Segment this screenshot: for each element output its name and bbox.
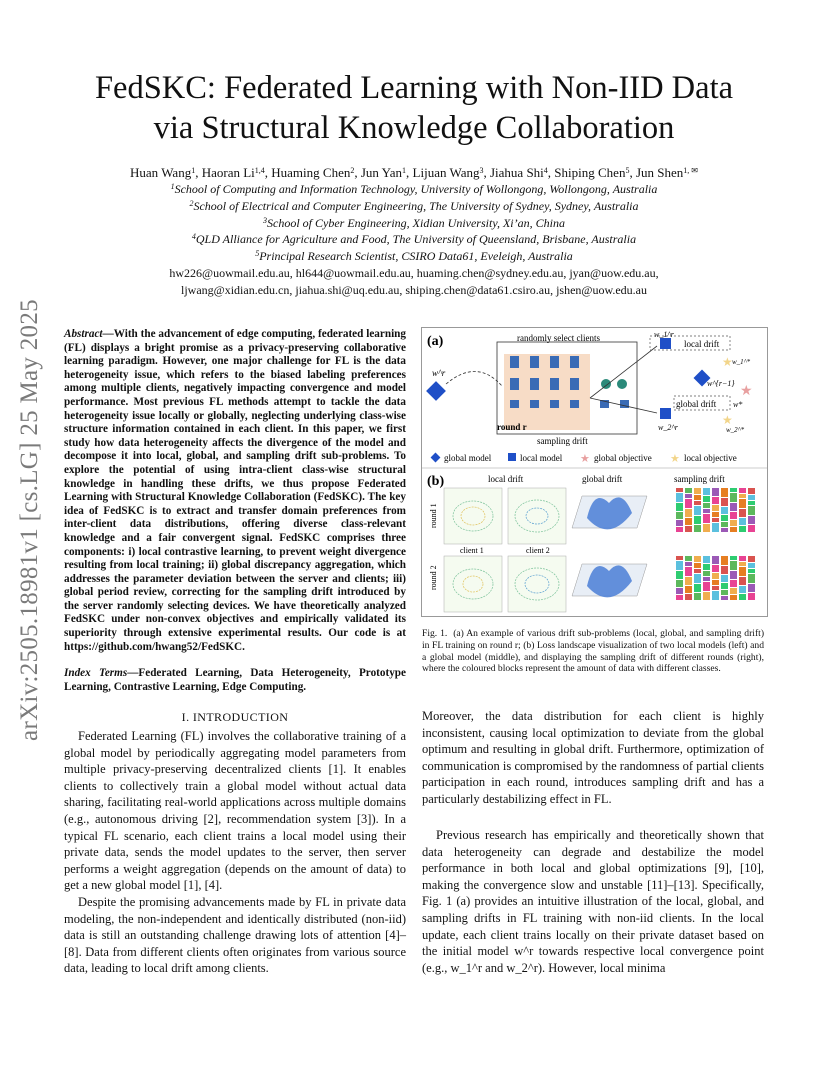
affiliation-mark: 5: [255, 249, 260, 259]
device-icon: [510, 378, 519, 390]
index-terms: [64, 667, 406, 694]
data-block: [721, 590, 728, 595]
data-block: [703, 524, 710, 532]
data-block: [721, 575, 728, 582]
randomly-select-label: randomly select clients: [517, 333, 600, 343]
data-block: [730, 503, 737, 511]
data-block: [676, 595, 683, 600]
data-block: [712, 580, 719, 585]
legend-global-model: global model: [444, 453, 492, 463]
legend-global-objective: global objective: [594, 453, 652, 463]
data-block: [694, 488, 701, 494]
data-block: [676, 512, 683, 519]
data-block: [676, 556, 683, 560]
local-objective-star-2: ★: [722, 413, 733, 427]
loss-landscapes: [572, 496, 647, 597]
legend-global-model-icon: [431, 453, 441, 463]
w-r-minus-1-label: w^{r−1}: [707, 379, 735, 388]
data-block: [739, 488, 746, 493]
data-block: [721, 515, 728, 521]
local-model-square-1: [660, 338, 671, 349]
data-block: [685, 526, 692, 532]
abstract-text: —With the advancement of edge computing, federated learning (FL) displays a bright promise as a privacy-preserving collaborative learning paradigm. However, one major challenge for FL is the data heterogeneity issue, which refers to the biased labeling preferences among multiple clients, negatively impacting convergence and model performance. Most previous FL methods attempt to tackle the data heterogeneity issue locally or globally, neglecting underlying class-wise structure information contained in each client. In this paper, we first study how data heterogeneity affects the divergence of the model and decompose it into local, global, and sampling drift sub-problems. To explore the potential of using intra-client class-wise structural knowledge in handling these drifts, we thus propose Federated Learning with Structural Knowledge Collaboration (FedSKC). The key idea of FedSKC is to extract and transfer domain preferences from inter-client data distributions, offering diverse class-relevant knowledge and a fair convergent signal. FedSKC comprises three components: i) local contrastive learning, to prevent weight divergence resulting from local training; ii) global discrepancy aggregation, which addresses the parameter deviation between the server and clients; iii) global period review, correcting for the sampling drift introduced by the server randomly selecting devices. We have theoretically analyzed FedSKC under non-convex objectives and empirically validated its superiority through extensive experimental results. Our code is at https://github.com/hwang52/FedSKC.: [64, 328, 406, 653]
device-icon: [550, 356, 559, 368]
global-objective-star: ★: [740, 384, 753, 399]
device-icon: [530, 378, 539, 390]
device-icon: [617, 379, 627, 389]
intro-paragraph-1: Federated Learning (FL) involves the collaborative training of a global model by periodically aggregating model parameters from multiple privacy-preserving decentralized clients [1]. It enables clients to collectively train a global model without actual data sharing, facilitating real-world applications across multiple domains (e.g., autonomous driving [2], recommendation system [3]). In a typical FL scenario, each client trains a local model using their private data, sends the model updates to the server, then server performs a weight aggregation (depends on the amount of data) to get a new global model [1], [4].: [64, 729, 406, 893]
author-affiliation-mark: 1: [402, 166, 407, 175]
author-name: Huan Wang: [130, 165, 192, 180]
author-name: Jun Shen: [635, 165, 684, 180]
affiliation: [60, 198, 768, 215]
data-block: [721, 596, 728, 600]
legend-local-objective-icon: ★: [670, 453, 680, 465]
affiliation-mark: 4: [191, 232, 196, 242]
device-icon: [510, 356, 519, 368]
legend-local-model-icon: [508, 453, 516, 461]
data-block: [721, 507, 728, 514]
data-block: [712, 497, 719, 504]
data-block: [685, 562, 692, 566]
local-model-square-2: [660, 408, 671, 419]
client2-label: client 2: [526, 546, 550, 555]
data-block: [730, 595, 737, 600]
data-block: [712, 505, 719, 511]
data-block: [694, 563, 701, 568]
paper-title: [60, 68, 768, 148]
author-affiliation-mark: 1: [191, 166, 196, 175]
w1-r-label: w_1^r: [654, 330, 674, 339]
affiliation-text: QLD Alliance for Agriculture and Food, The University of Queensland, Brisbane, Australia: [195, 232, 637, 247]
data-block: [694, 525, 701, 532]
affiliation-mark: 2: [189, 198, 194, 208]
data-block: [721, 488, 728, 497]
data-block: [748, 556, 755, 562]
author-affiliation-mark: 3: [479, 166, 484, 175]
author-name: Lijuan Wang: [412, 165, 480, 180]
legend-local-objective: local objective: [684, 453, 737, 463]
data-block: [730, 588, 737, 594]
author-list: Huan Wang$^1$, Haoran Li$^{1,4}$, Huaming Chen$^2$, Jun Yan$^1$, Lijuan Wang$^3$, Jiahua Shi$^4$, Shiping Chen$^5$, Jun Shen$^{1, ✉}$: [130, 165, 698, 180]
data-block: [703, 509, 710, 513]
affiliation: [60, 215, 768, 232]
author-name: Huaming Chen: [271, 165, 351, 180]
affiliation-text: School of Cyber Engineering, Xidian University, Xi’an, China: [267, 215, 565, 230]
row-round2: round 2: [429, 565, 438, 590]
device-icon: [550, 400, 559, 408]
intro-paragraph-2: Despite the promising advancements made by FL in private data modeling, the non-independent and identically distributed (non-iid) data is still an outstanding challenge drawing lots of attention [4]–[8]. Data from different clients often originates from various source data, leading to local drift among clients.: [64, 895, 406, 976]
data-block: [739, 518, 746, 525]
affiliation: [60, 248, 768, 265]
right-paragraph-1: Moreover, the data distribution for each client is highly inconsistent, causing local optimization to deviate from the global optimum and resulting in global drift. Furthermore, optimization of communication is compromised by the randomness of partial clients participation in each round, introduces sampling drift and has a particularly destabilizing effect in FL.: [422, 709, 764, 806]
data-block: [694, 501, 701, 505]
data-block: [712, 586, 719, 590]
data-block: [676, 561, 683, 570]
figure-caption: [422, 628, 764, 675]
affiliation-text: School of Computing and Information Technology, University of Wollongong, Wollongong, Australia: [174, 182, 658, 196]
data-block: [748, 495, 755, 500]
w-r-label: w^r: [432, 368, 446, 378]
data-block: [703, 571, 710, 576]
device-icon: [601, 379, 611, 389]
local-objective-star-1: ★: [722, 355, 733, 369]
affiliation-mark: 3: [263, 215, 268, 225]
data-block: [685, 509, 692, 517]
legend-global-objective-icon: ★: [580, 453, 590, 465]
data-block: [739, 586, 746, 593]
row-round1: round 1: [429, 503, 438, 528]
data-block: [721, 583, 728, 589]
client1-label: client 1: [460, 546, 484, 555]
data-block: [712, 565, 719, 572]
data-block: [712, 591, 719, 600]
sampling-blocks-round1: [676, 488, 755, 532]
arxiv-stamp: [10, 280, 50, 760]
legend-local-model: local model: [520, 453, 563, 463]
data-block: [676, 520, 683, 526]
affiliation-text: Principal Research Scientist, CSIRO Data61, Eveleigh, Australia: [259, 249, 573, 264]
data-block: [685, 499, 692, 508]
data-block: [730, 488, 737, 492]
data-block: [739, 562, 746, 566]
affiliation-mark: 1: [170, 182, 175, 191]
data-block: [694, 495, 701, 500]
data-block: [676, 580, 683, 587]
data-block: [685, 577, 692, 585]
w2-star-label: w_2^*: [726, 426, 745, 434]
data-block: [730, 556, 737, 560]
author-affiliation-mark: 1,4: [254, 166, 265, 175]
data-block: [748, 506, 755, 515]
data-block: [676, 488, 683, 492]
w-star-label: w*: [733, 400, 743, 409]
data-block: [748, 593, 755, 600]
device-icon: [570, 400, 579, 408]
data-block: [721, 498, 728, 506]
author-affiliation-mark: 4: [543, 166, 548, 175]
abstract: [64, 328, 406, 654]
data-block: [676, 527, 683, 532]
data-block: [703, 496, 710, 502]
figure-1: [421, 327, 768, 617]
figure-legend: [431, 453, 737, 465]
data-block: [694, 584, 701, 592]
data-block: [748, 584, 755, 592]
data-block: [685, 488, 692, 493]
device-icon: [510, 400, 519, 408]
data-block: [730, 561, 737, 570]
data-block: [694, 506, 701, 515]
author-name: Jun Yan: [360, 165, 403, 180]
data-block: [712, 523, 719, 532]
data-block: [748, 525, 755, 532]
author-affiliation-mark: 1, ✉: [683, 166, 698, 175]
emails-line-2: ljwang@xidian.edu.cn, jiahua.shi@uq.edu.au, shiping.chen@data61.csiro.au, jshen@uow.edu.au: [181, 283, 647, 297]
round-label: round r: [497, 422, 527, 432]
sampling-drift-label: sampling drift: [537, 436, 588, 446]
data-block: [730, 520, 737, 526]
data-block: [730, 571, 737, 579]
figure-1-graphic: [422, 328, 767, 616]
section-heading: I. INTRODUCTION: [181, 710, 289, 724]
caption-text: (a) An example of various drift sub-problems (local, global, and sampling drift) in FL training on round r; (b) Loss landscape visualization of two local models (left) and a global model (middle), and displaying the sampling drift of different rounds (right), where the coloured blocks represent the amount of data with different classes.: [422, 628, 765, 675]
data-block: [739, 577, 746, 585]
col-sampling-drift: sampling drift: [674, 474, 725, 484]
author-affiliation-mark: 5: [625, 166, 630, 175]
sampling-blocks-round2: [676, 556, 755, 600]
data-block: [730, 512, 737, 519]
data-block: [676, 588, 683, 594]
caption-label: Fig. 1.: [422, 628, 448, 639]
data-block: [730, 493, 737, 502]
panel-a-label: (a): [427, 334, 444, 349]
col-global-drift: global drift: [582, 474, 623, 484]
data-block: [748, 569, 755, 573]
w2-r-label: w_2^r: [658, 423, 678, 432]
global-drift-label: global drift: [676, 399, 717, 409]
title-line-2: via Structural Knowledge Collaboration: [153, 110, 675, 146]
data-block: [739, 594, 746, 600]
device-icon: [550, 378, 559, 390]
arxiv-id: arXiv:2505.18981v1 [cs.LG] 25 May 2025: [16, 299, 43, 741]
affiliation: [60, 231, 768, 248]
data-block: [703, 582, 710, 591]
data-block: [721, 566, 728, 574]
right-paragraph-2: Previous research has empirically and theoretically shown that data heterogeneity can degrade and destabilize the model performance in both local and global optimizations [9], [10], making the convergence slow and unstable [11]–[13]. Specifically, Fig. 1 (a) provides an intuitive illustration of the local, global, and sampling drifts in FL training with non-iid clients. In the local update, each client trains locally on their private dataset based on the initial model w^r towards respective local convergence point (e.g., w_1^r and w_2^r). However, local minima: [422, 828, 764, 975]
data-block: [721, 556, 728, 565]
data-block: [694, 569, 701, 573]
data-block: [748, 501, 755, 505]
data-block: [730, 580, 737, 587]
affiliation-text: School of Electrical and Computer Engineering, The University of Sydney, Sydney, Australia: [193, 198, 639, 213]
panel-b-label: (b): [427, 474, 445, 489]
dashed-arrow: [446, 371, 502, 386]
data-block: [703, 577, 710, 581]
data-block: [685, 518, 692, 525]
data-block: [703, 514, 710, 523]
data-block: [739, 494, 746, 498]
data-block: [676, 503, 683, 511]
author-name: Haoran Li: [201, 165, 255, 180]
data-block: [703, 592, 710, 600]
data-block: [739, 526, 746, 532]
data-block: [712, 556, 719, 564]
data-block: [712, 518, 719, 522]
data-block: [712, 573, 719, 579]
data-block: [703, 556, 710, 563]
contour-plot: [508, 488, 566, 544]
author-affiliation-mark: 2: [350, 166, 355, 175]
data-block: [712, 488, 719, 496]
data-block: [685, 567, 692, 576]
author-name: Shiping Chen: [554, 165, 626, 180]
data-block: [694, 556, 701, 562]
data-block: [676, 493, 683, 502]
abstract-label: Abstract: [64, 328, 103, 340]
arrow-to-w1: [590, 346, 657, 398]
data-block: [694, 593, 701, 600]
device-icon: [570, 356, 579, 368]
contour-plot: [508, 556, 566, 612]
data-block: [694, 574, 701, 583]
device-icon: [570, 378, 579, 390]
data-block: [748, 516, 755, 524]
email-list: [60, 265, 768, 299]
author-name: Jiahua Shi: [489, 165, 544, 180]
data-block: [712, 512, 719, 517]
data-block: [703, 503, 710, 508]
data-block: [676, 571, 683, 579]
data-block: [721, 522, 728, 527]
data-block: [703, 488, 710, 495]
index-terms-text: —Federated Learning, Data Heterogeneity, Prototype Learning, Contrastive Learning, Edge Computing.: [64, 667, 406, 693]
data-block: [685, 586, 692, 593]
device-icon: [530, 400, 539, 408]
data-block: [739, 567, 746, 576]
device-icon: [530, 356, 539, 368]
data-block: [730, 527, 737, 532]
data-block: [685, 594, 692, 600]
col-local-drift: local drift: [488, 474, 524, 484]
data-block: [685, 494, 692, 498]
local-drift-label: local drift: [684, 339, 720, 349]
affiliation: [60, 181, 768, 198]
title-line-1: FedSKC: Federated Learning with Non-IID Data: [94, 70, 734, 106]
data-block: [748, 574, 755, 583]
emails-line-1: hw226@uowmail.edu.au, hl644@uowmail.edu.au, huaming.chen@sydney.edu.au, jyan@uow.edu.au,: [169, 266, 659, 280]
global-model-diamond: [426, 381, 446, 401]
data-block: [739, 509, 746, 517]
data-block: [721, 528, 728, 532]
data-block: [748, 563, 755, 568]
data-block: [739, 499, 746, 508]
index-terms-label: Index Terms: [64, 667, 128, 679]
w1-star-label: w_1^*: [732, 358, 751, 366]
data-block: [748, 488, 755, 494]
data-block: [694, 516, 701, 524]
data-block: [739, 556, 746, 561]
data-block: [703, 564, 710, 570]
data-block: [685, 556, 692, 561]
